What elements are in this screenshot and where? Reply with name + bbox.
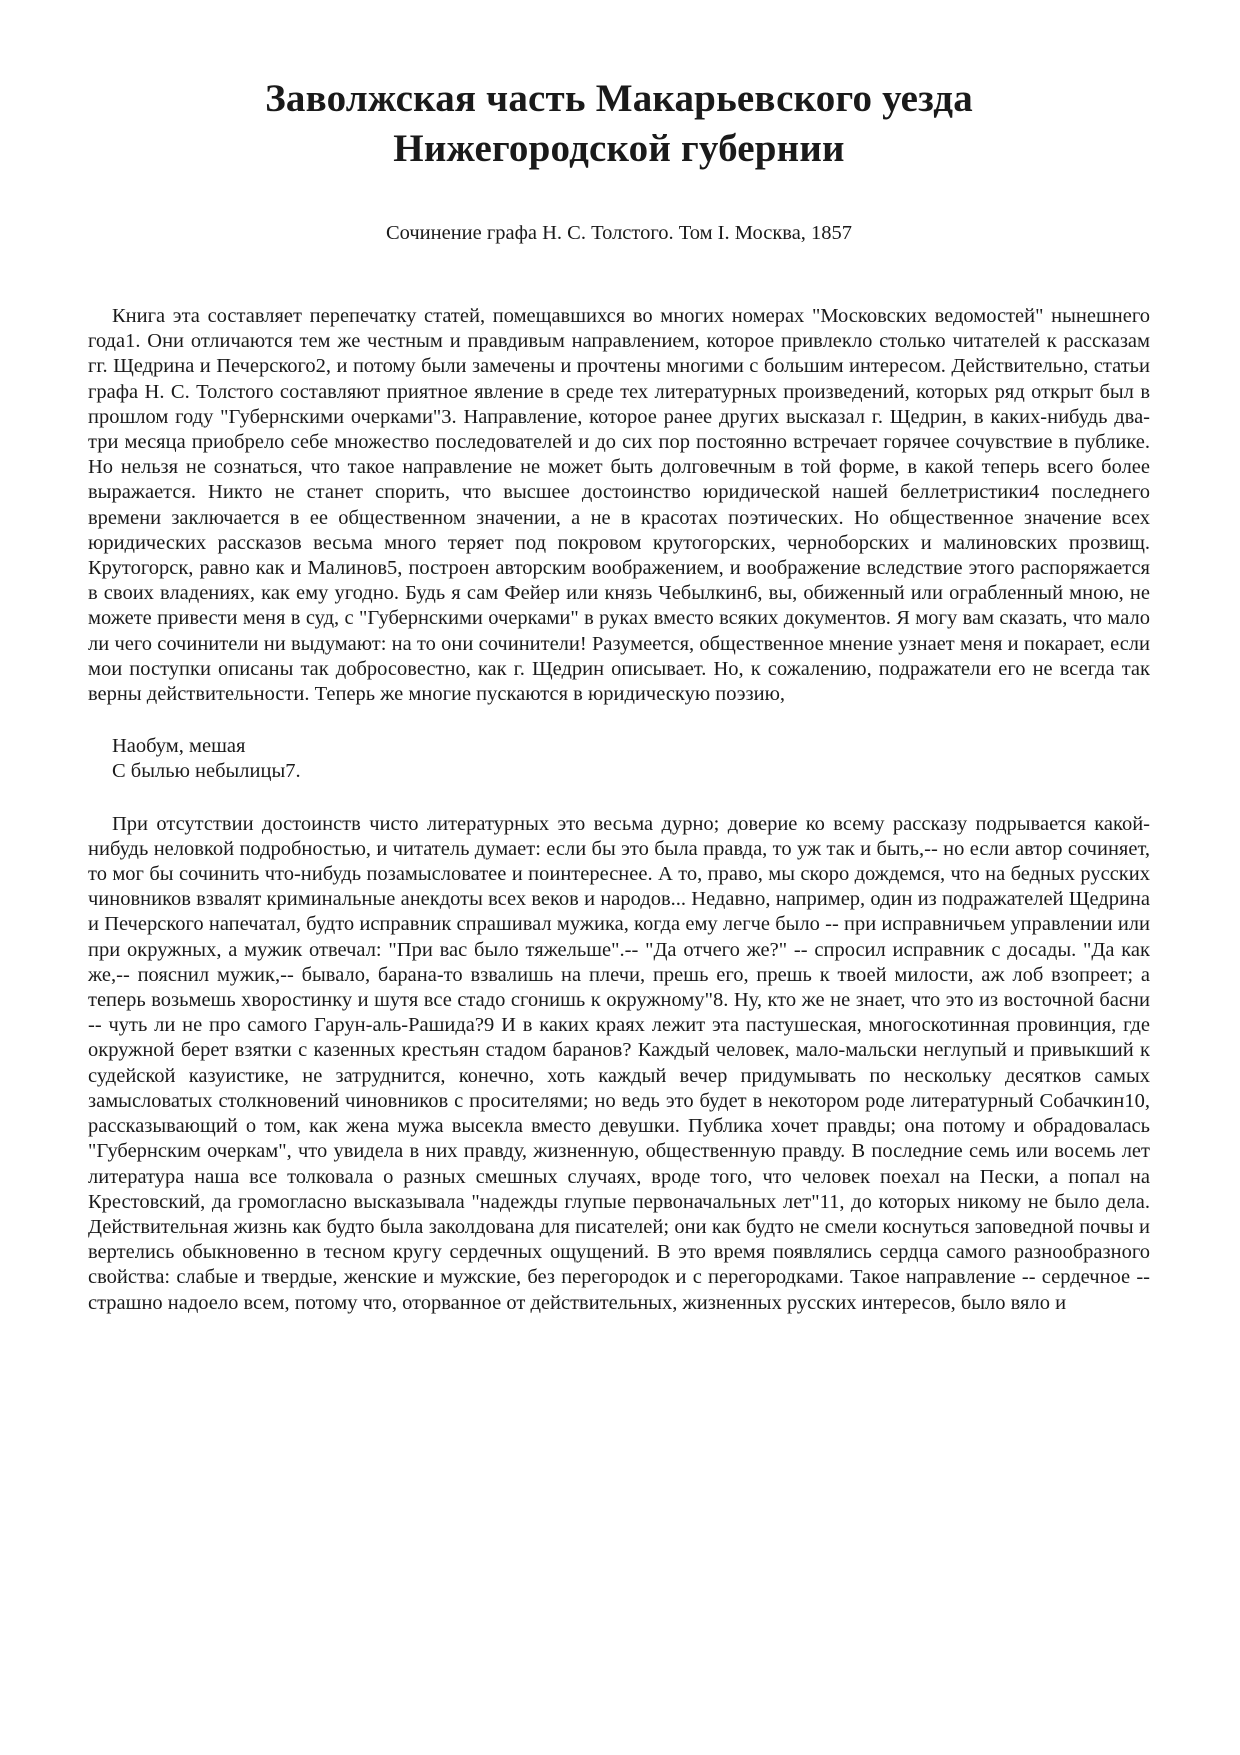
verse-line-2: С былью небылицы7. — [112, 760, 301, 783]
title-line-1: Заволжская часть Макарьевского уезда — [265, 77, 973, 120]
verse-quote — [112, 734, 1150, 784]
verse-line-1: Наобум, мешая — [112, 735, 246, 758]
document-title — [88, 74, 1150, 174]
paragraph-2: При отсутствии достоинств чисто литературных это весьма дурно; доверие ко всему рассказу подрывается какой-нибудь неловкой подробностью, и читатель думает: если бы это была правда, то уж так и быть,-- но если автор сочиняет, то мог бы сочинить что-нибудь позамысловатее и поинтереснее. А то, право, мы скоро дождемся, что на бедных русских чиновников взвалят криминальные анекдоты всех веков и народов... Недавно, например, один из подражателей Щедрина и Печерского напечатал, будто исправник спрашивал мужика, когда ему легче было -- при исправничьем управлении или при окружных, а мужик отвечал: "При вас было тяжельше".-- "Да отчего же?" -- спросил исправник с досады. "Да как же,-- пояснил мужик,-- бывало, барана-то взвалишь на плечи, прешь его, прешь к твоей милости, аж лоб взопреет; а теперь возьмешь хворостинку и шутя все стадо сгонишь к окружному"8. Ну, кто же не знает, что это из восточной басни -- чуть ли не про самого Гарун-аль-Рашида?9 И в каких краях лежит эта пастушеская, многоскотинная провинция, где окружной берет взятки с казенных крестьян стадом баранов? Каждый человек, мало-мальски неглупый и привыкший к судейской казуистике, не затруднится, конечно, хоть каждый вечер придумывать по нескольку десятков самых замысловатых столкновений чиновников с просителями; но ведь это будет в некотором роде литературный Собачкин10, рассказывающий о том, как жена мужа высекла вместо девушки. Публика хочет правды; она потому и обрадовалась "Губернским очеркам", что увидела в них правду, жизненную, общественную правду. В последние семь или восемь лет литература наша все толковала о разных смешных случаях, вроде того, что человек поехал на Пески, а попал на Крестовский, да громогласно высказывала "надежды глупые первоначальных лет"11, до которых никому не было дела. Действительная жизнь как будто была заколдована для писателей; они как будто не смели коснуться заповедной почвы и вертелись обыкновенно в тесном кругу сердечных ощущений. В это время появлялись сердца самого разнообразного свойства: слабые и твердые, женские и мужские, без перегородок и с перегородками. Такое направление -- сердечное -- страшно надоело всем, потому что, оторванное от действительных, жизненных русских интересов, было вяло и — [88, 812, 1150, 1314]
title-line-2: Нижегородской губернии — [393, 127, 845, 170]
paragraph-1: Книга эта составляет перепечатку статей, помещавшихся во многих номерах "Московских ведомостей" нынешнего года1. Они отличаются тем же честным и правдивым направлением, которое привлекло столько читателей к рассказам гг. Щедрина и Печерского2, и потому были замечены и прочтены многими с большим интересом. Действительно, статьи графа Н. С. Толстого составляют приятное явление в среде тех литературных произведений, которых ряд открыт был в прошлом году "Губернскими очерками"3. Направление, которое ранее других высказал г. Щедрин, в каких-нибудь два-три месяца приобрело себе множество последователей и до сих пор постоянно встречает горячее сочувствие в публике. Но нельзя не сознаться, что такое направление не может быть долговечным в той форме, в какой теперь всего более выражается. Никто не станет спорить, что высшее достоинство юридической нашей беллетристики4 последнего времени заключается в ее общественном значении, а не в красотах поэтических. Но общественное значение всех юридических рассказов весьма много теряет под покровом крутогорских, черноборских и малиновских прозвищ. Крутогорск, равно как и Малинов5, построен авторским воображением, и воображение вследствие этого распоряжается в своих владениях, как ему угодно. Будь я сам Фейер или князь Чебылкин6, вы, обиженный или ограбленный мною, не можете привести меня в суд, с "Губернскими очерками" в руках вместо всяких документов. Я могу вам сказать, что мало ли чего сочинители ни выдумают: на то они сочинители! Разумеется, общественное мнение узнает меня и покарает, если мои поступки описаны так добросовестно, как г. Щедрин описывает. Но, к сожалению, подражатели его не всегда так верны действительности. Теперь же многие пускаются в юридическую поэзию, — [88, 305, 1150, 706]
document-subtitle: Сочинение графа Н. С. Толстого. Том I. Москва, 1857 — [385, 222, 853, 244]
document-page — [88, 74, 1150, 1316]
